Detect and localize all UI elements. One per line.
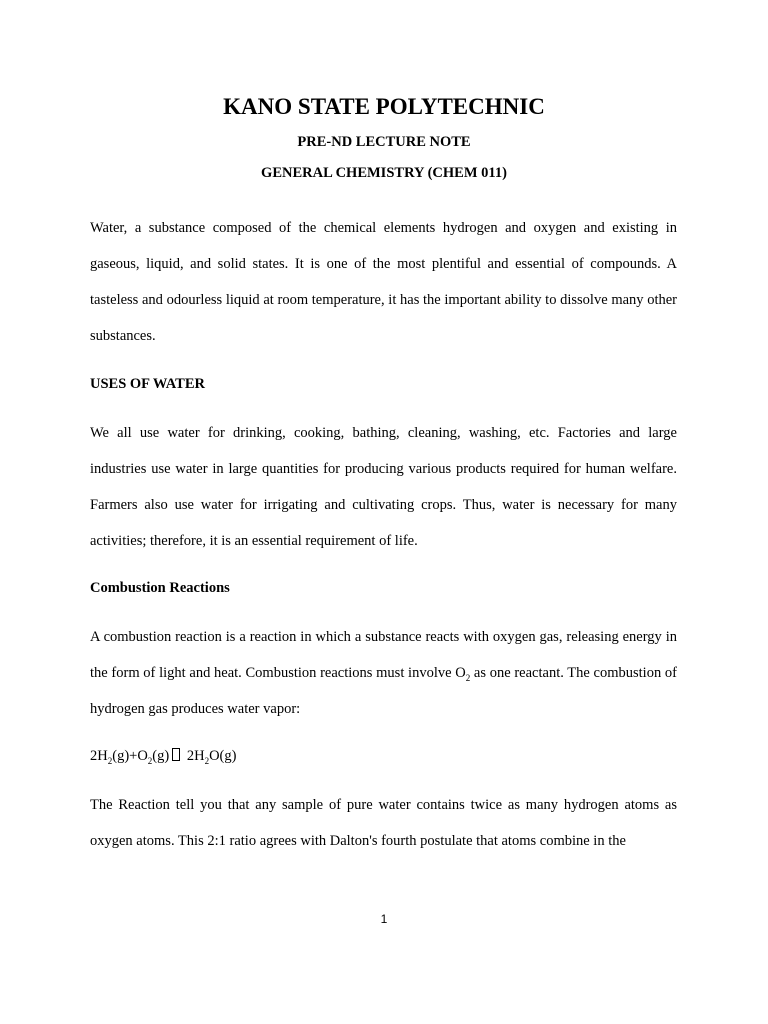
intro-paragraph: Water, a substance composed of the chemical elements hydrogen and oxygen and existing in gaseous, liquid, and solid states. It is one of the most plentiful and essential of compounds. A tasteless and odourless liquid at room temperature, it has the important ability to dissolve many other substances. <box>90 220 677 344</box>
eq-subscript: 2 <box>107 755 113 766</box>
course-title: GENERAL CHEMISTRY (CHEM 011) <box>261 165 507 181</box>
eq-subscript: 2 <box>204 755 210 766</box>
page-title: KANO STATE POLYTECHNIC <box>223 94 545 119</box>
combustion-paragraph <box>90 619 677 727</box>
chemical-equation <box>90 746 236 766</box>
combustion-text-1: A combustion reaction is a reaction in which a substance reacts with oxygen gas, releasing energy in the form of light and heat. Combustion reactions must involve O <box>90 629 677 681</box>
oxygen-subscript: 2 <box>465 672 471 683</box>
eq-part: (g)+O <box>112 748 148 764</box>
page-number: 1 <box>380 912 388 926</box>
eq-part: (g) <box>152 748 170 764</box>
uses-of-water-heading: USES OF WATER <box>90 376 205 392</box>
eq-subscript: 2 <box>147 755 153 766</box>
eq-part: 2H <box>90 748 108 764</box>
eq-part: 2H <box>183 748 205 764</box>
arrow-placeholder-icon <box>172 748 180 761</box>
combustion-heading: Combustion Reactions <box>90 580 230 596</box>
reaction-paragraph: The Reaction tell you that any sample of pure water contains twice as many hydrogen atoms as oxygen atoms. This 2:1 ratio agrees with Dalton's fourth postulate that atoms combine in the <box>90 797 677 849</box>
lecture-note-subtitle: PRE-ND LECTURE NOTE <box>297 134 471 150</box>
eq-part: O(g) <box>209 748 237 764</box>
uses-paragraph: We all use water for drinking, cooking, bathing, cleaning, washing, etc. Factories and large industries use water in large quantities for producing various products required for human welfare. Farmers also use water for irrigating and cultivating crops. Thus, water is necessary for many activities; therefore, it is an essential requirement of life. <box>90 425 677 549</box>
combustion-text-2: as one reactant. The combustion of hydrogen gas produces water vapor: <box>90 665 677 717</box>
